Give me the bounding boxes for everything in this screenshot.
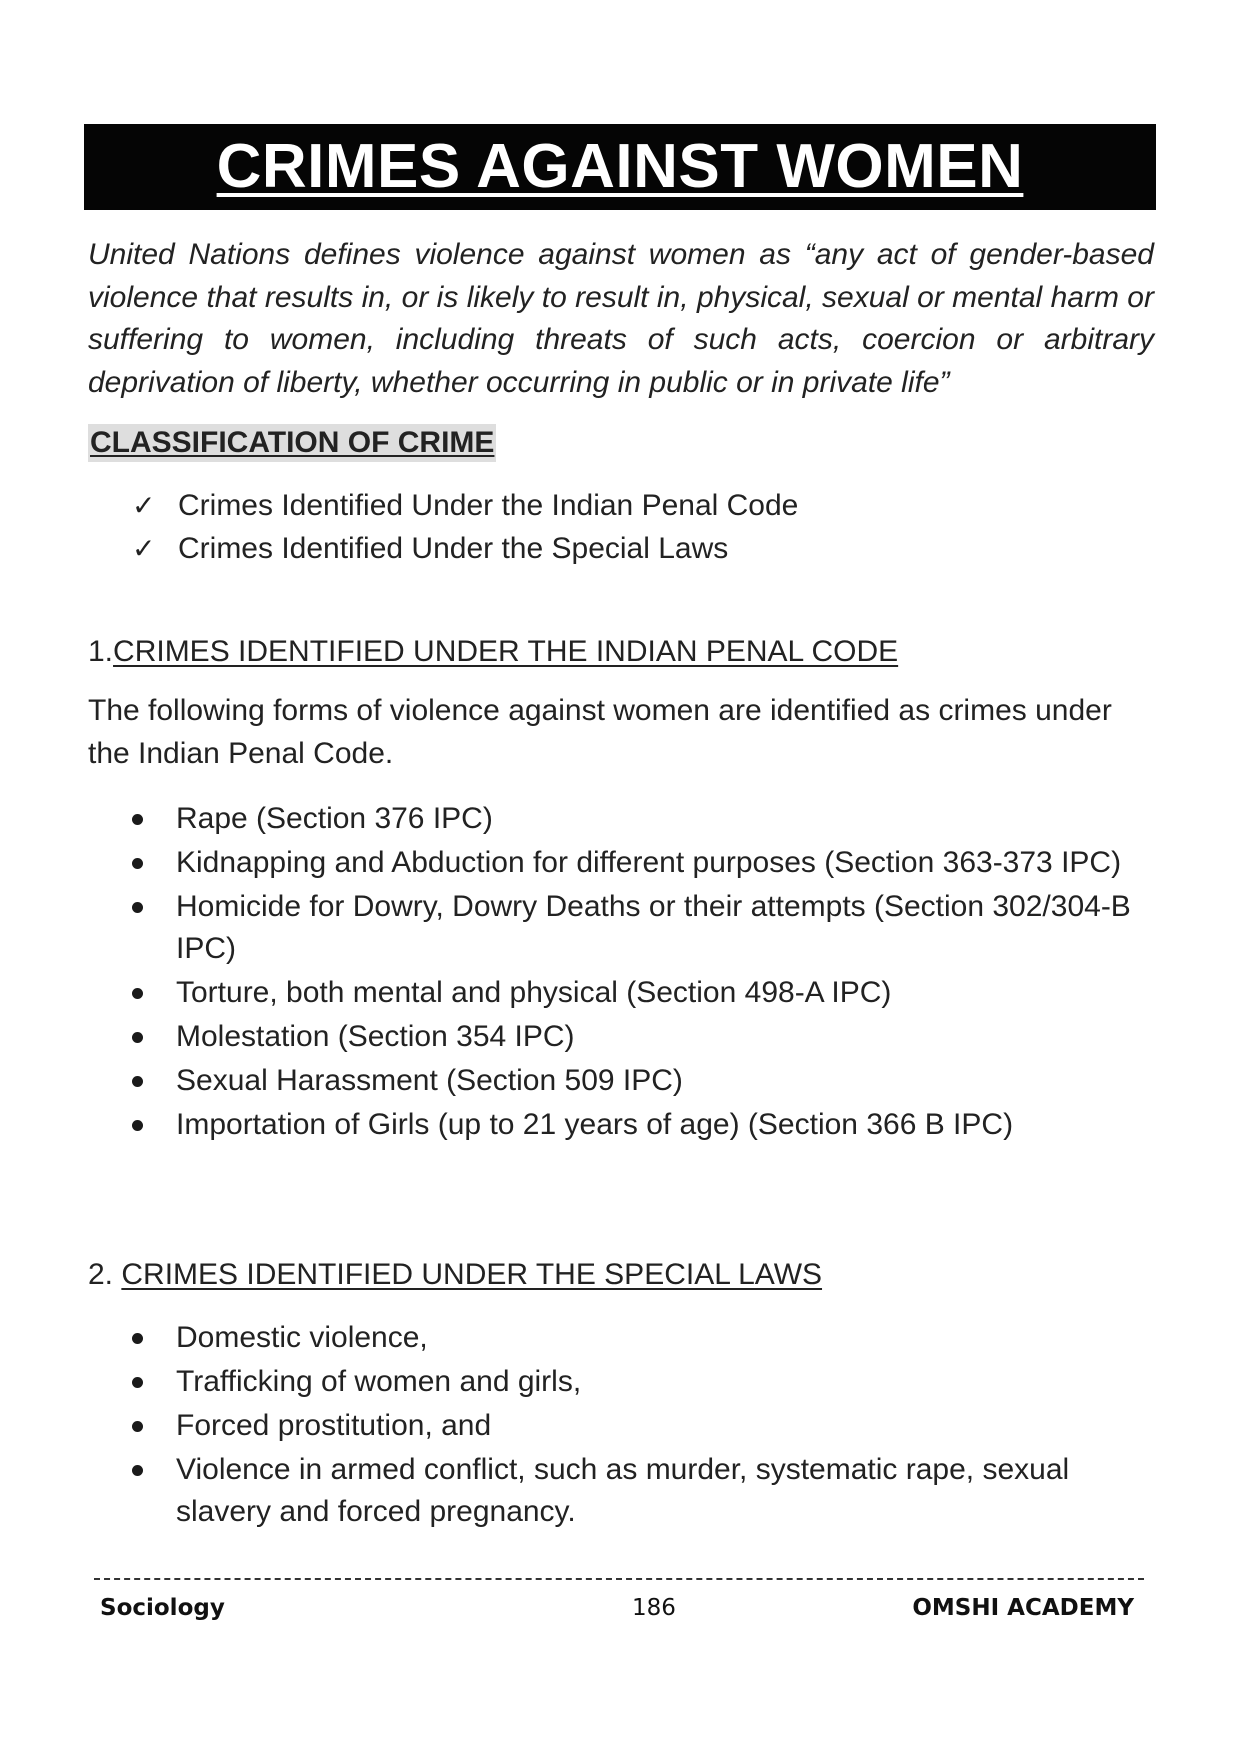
list-item: [132, 972, 1132, 1014]
bullet-icon: [132, 1421, 143, 1432]
bullet-icon: [132, 1465, 143, 1476]
section-2-heading: [88, 1256, 822, 1294]
special-laws-list: [132, 1317, 1132, 1535]
bullet-icon: [132, 858, 143, 869]
list-item: [132, 842, 1132, 884]
list-item: [132, 527, 798, 570]
ipc-crimes-list: [132, 798, 1132, 1148]
page-number: 186: [632, 1595, 676, 1621]
list-item: [132, 1449, 1132, 1533]
title-banner: [84, 124, 1156, 210]
section-2-number: 2.: [88, 1258, 122, 1291]
list-item: [132, 1405, 1132, 1447]
section-2-title: CRIMES IDENTIFIED UNDER THE SPECIAL LAWS: [121, 1258, 823, 1291]
page-title: CRIMES AGAINST WOMEN: [216, 132, 1024, 201]
bullet-icon: [132, 1120, 143, 1131]
list-item: [132, 484, 798, 527]
list-item-text: Forced prostitution, and: [176, 1409, 492, 1442]
list-item-text: Kidnapping and Abduction for different purposes (Section 363-373 IPC): [176, 846, 1122, 879]
list-item: [132, 1361, 1132, 1403]
list-item-text: Trafficking of women and girls,: [176, 1365, 582, 1398]
list-item-text: Sexual Harassment (Section 509 IPC): [176, 1064, 683, 1097]
list-item-text: Importation of Girls (up to 21 years of age) (Section 366 B IPC): [176, 1108, 1014, 1141]
bullet-icon: [132, 1333, 143, 1344]
bullet-icon: [132, 988, 143, 999]
list-item-text: Domestic violence,: [176, 1321, 428, 1354]
section-1-number: 1.: [88, 635, 114, 668]
list-item: [132, 798, 1132, 840]
checkmark-icon: ✓: [132, 489, 156, 522]
list-item-text: Rape (Section 376 IPC): [176, 802, 493, 835]
list-item-text: Torture, both mental and physical (Section 498-A IPC): [176, 976, 892, 1009]
bullet-icon: [132, 902, 143, 913]
footer-divider: [94, 1578, 1144, 1580]
checkmark-icon: ✓: [132, 532, 156, 565]
footer-subject: Sociology: [100, 1595, 225, 1621]
bullet-icon: [132, 814, 143, 825]
list-item: [132, 1317, 1132, 1359]
classification-item-label: Crimes Identified Under the Indian Penal Code: [178, 489, 799, 522]
section-1-title: CRIMES IDENTIFIED UNDER THE INDIAN PENAL CODE: [113, 635, 899, 668]
list-item-text: Homicide for Dowry, Dowry Deaths or their attempts (Section 302/304-B IPC): [176, 890, 1131, 965]
intro-definition: United Nations defines violence against women as “any act of gender-based violence that results in, or is likely to result in, physical, sexual or mental harm or suffering to women, including threats of such acts, coercion or arbitrary deprivation of liberty, whether occurring in public or in private life”: [88, 238, 1154, 399]
classification-heading: CLASSIFICATION OF CRIME: [88, 424, 496, 462]
section-1-paragraph: The following forms of violence against women are identified as crimes under the Indian Penal Code.: [88, 694, 1112, 770]
classification-list: [132, 484, 798, 570]
list-item-text: Molestation (Section 354 IPC): [176, 1020, 575, 1053]
bullet-icon: [132, 1377, 143, 1388]
bullet-icon: [132, 1032, 143, 1043]
footer-publisher: OMSHI ACADEMY: [912, 1595, 1134, 1621]
section-1-heading: [88, 633, 898, 671]
list-item: [132, 886, 1132, 970]
list-item: [132, 1104, 1132, 1146]
bullet-icon: [132, 1076, 143, 1087]
list-item: [132, 1016, 1132, 1058]
list-item: [132, 1060, 1132, 1102]
classification-item-label: Crimes Identified Under the Special Laws: [178, 532, 729, 565]
list-item-text: Violence in armed conflict, such as murder, systematic rape, sexual slavery and forced pregnancy.: [176, 1453, 1070, 1528]
